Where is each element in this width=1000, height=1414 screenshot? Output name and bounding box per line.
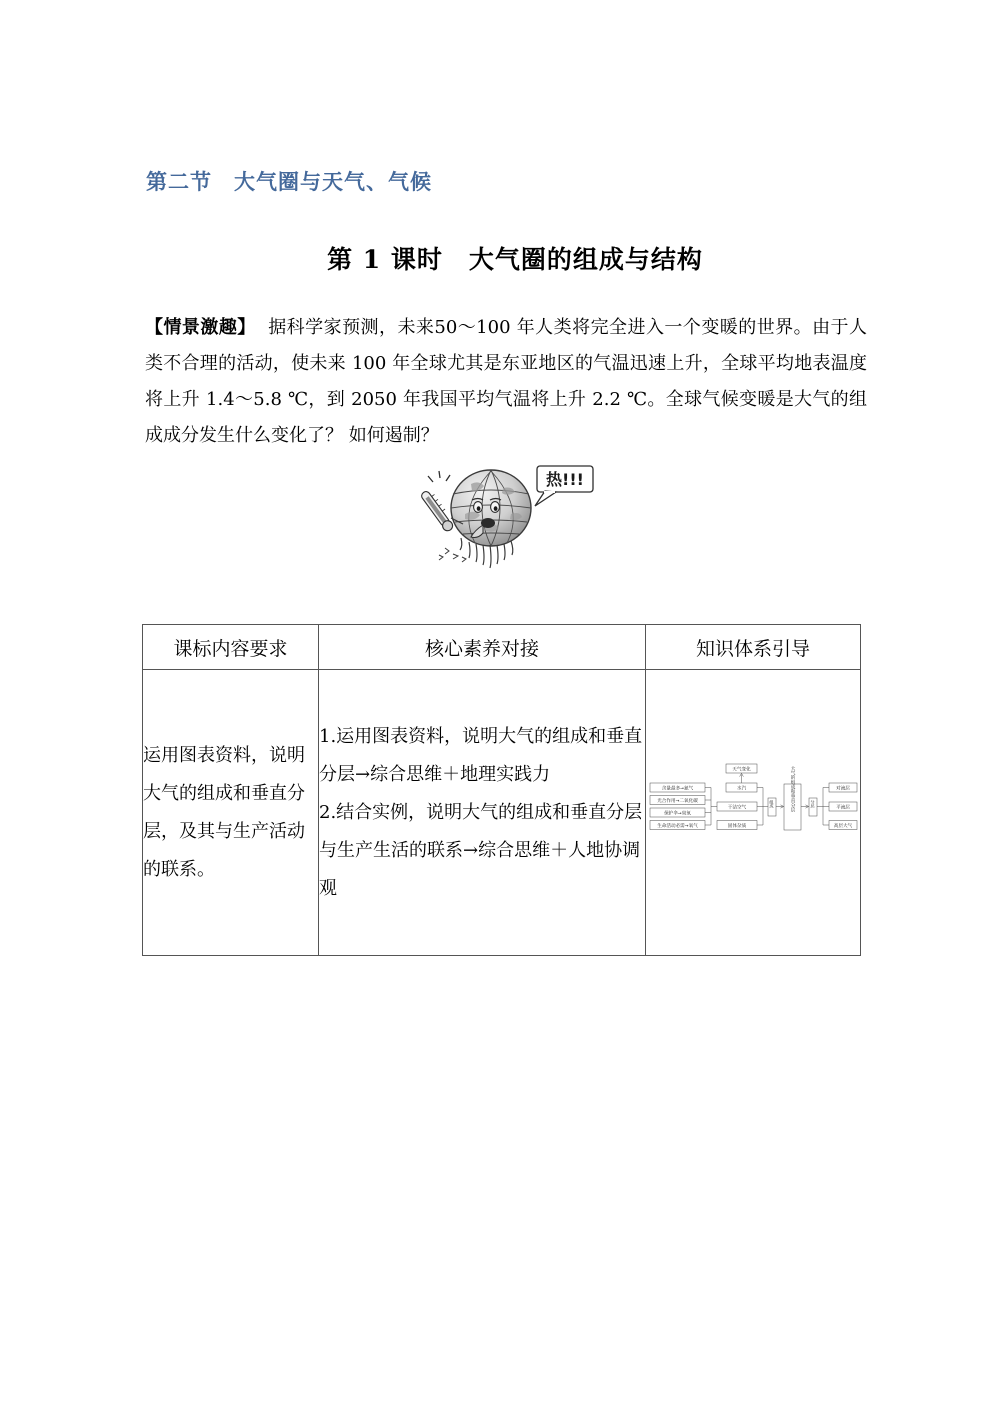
diagram-center-box: 大气的组成和垂直分层 xyxy=(789,765,795,812)
table-header-row xyxy=(143,625,861,670)
literacy-item-2: 2.结合实例，说明大气的组成和垂直分层与生产生活的联系→综合思维＋人地协调观 xyxy=(319,801,643,899)
diagram-left-box-3: 保护伞→臭氧 xyxy=(663,811,691,817)
diagram-mid-box-2: 干洁空气 xyxy=(727,805,746,811)
literacy-item-1: 1.运用图表资料，说明大气的组成和垂直分层→综合思维＋地理实践力 xyxy=(319,725,643,785)
diagram-mid-box-1: 水汽 xyxy=(736,786,746,792)
intro-tag: 【情景激趣】 xyxy=(145,317,256,338)
cell-core-literacy xyxy=(319,670,646,956)
table-header-knowledge: 知识体系引导 xyxy=(646,625,861,670)
diagram-left-box-4: 生命活动必需→氧气 xyxy=(656,823,698,829)
table-header-literacy: 核心素养对接 xyxy=(319,625,646,670)
globe-body xyxy=(451,470,531,546)
table-row xyxy=(143,670,861,956)
diagram-right-box-1: 对流层 xyxy=(835,786,850,792)
lesson-title: 第 1 课时 大气圈的组成与结构 xyxy=(327,245,703,274)
diagram-right-box-3: 高层大气 xyxy=(833,823,852,829)
diagram-connector-right: 分层 xyxy=(810,799,815,808)
diagram-connector-left: 组成 xyxy=(769,799,774,808)
diagram-top-box-label: 天气变化 xyxy=(731,767,751,773)
speech-bubble xyxy=(535,466,593,506)
intro-paragraph xyxy=(145,310,867,454)
speech-bubble-text: 热!!! xyxy=(546,470,584,489)
knowledge-system-diagram xyxy=(647,758,860,868)
section-header: 第二节 大气圈与天气、气候 xyxy=(146,169,432,194)
table-header-standard: 课标内容要求 xyxy=(143,625,319,670)
cell-standard-requirement: 运用图表资料，说明大气的组成和垂直分层，及其与生产活动的联系。 xyxy=(143,670,319,956)
info-table xyxy=(142,624,861,956)
cell-knowledge-diagram xyxy=(646,670,861,956)
sweating-globe-cartoon xyxy=(415,462,600,580)
diagram-mid-box-3: 固体杂质 xyxy=(727,823,746,829)
intro-text: 据科学家预测，未来50～100 年人类将完全进入一个变暖的世界。由于人类不合理的活动，使未来 100 年全球尤其是东亚地区的气温迅速上升，全球平均地表温度将上升 1.4～5.8 ℃，到 2050 年我国平均气温将上升 2.2 ℃。全球气候变暖是大气的组成成分发生什么变化了？ 如何遏制？ xyxy=(145,317,868,446)
diagram-left-box-1: 含量最多→氮气 xyxy=(661,786,693,792)
splash-marks xyxy=(439,548,466,562)
diagram-left-box-2: 光合作用→二氧化碳 xyxy=(656,798,698,804)
diagram-right-box-2: 平流层 xyxy=(835,805,850,811)
